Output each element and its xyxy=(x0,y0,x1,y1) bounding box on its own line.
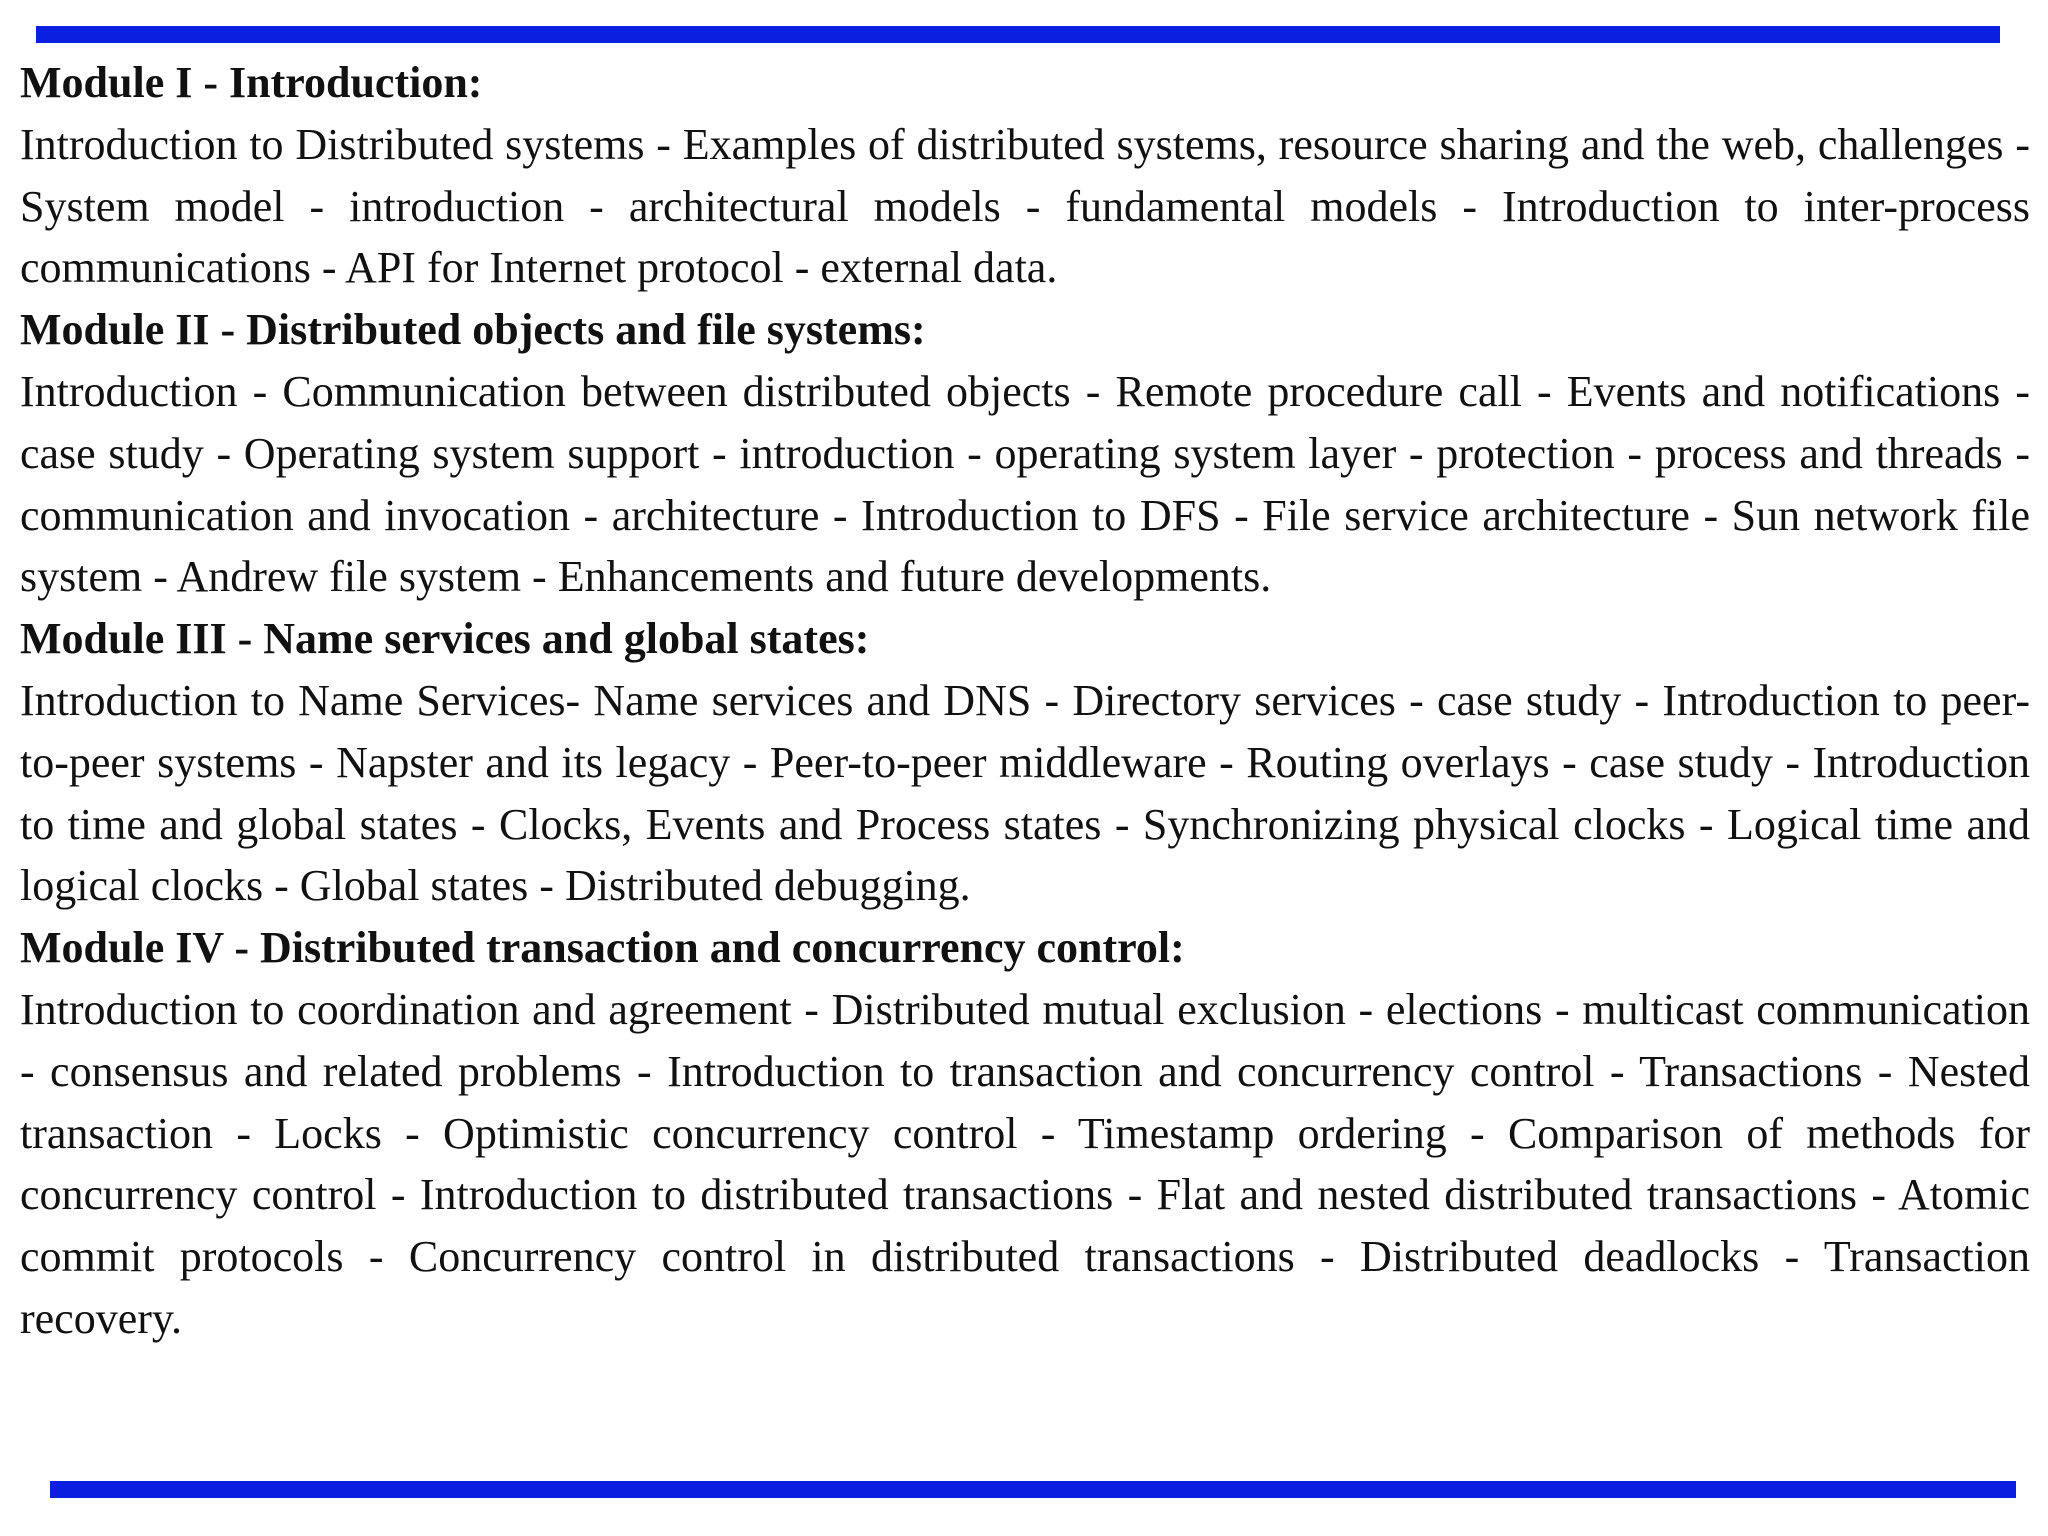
syllabus-content xyxy=(20,52,2030,1350)
module-4-body: Introduction to coordination and agreement - Distributed mutual exclusion - elections - multicast communication - consensus and related problems - Introduction to transaction and concurrency control - Transactions - Nested transaction - Locks - Optimistic concurrency control - Timestamp ordering - Comparison of methods for concurrency control - Introduction to distributed transactions - Flat and nested distributed transactions - Atomic commit protocols - Concurrency control in distributed transactions - Distributed deadlocks - Transaction recovery. xyxy=(20,984,2030,1343)
module-2-body: Introduction - Communication between distributed objects - Remote procedure call - Events and notifications - case study - Operating system support - introduction - operating system layer - protection - process and threads - communication and invocation - architecture - Introduction to DFS - File service architecture - Sun network file system - Andrew file system - Enhancements and future developments. xyxy=(20,366,2030,602)
module-3-body: Introduction to Name Services- Name services and DNS - Directory services - case study - Introduction to peer-to-peer systems - Napster and its legacy - Peer-to-peer middleware - Routing overlays - case study - Introduction to time and global states - Clocks, Events and Process states - Synchronizing physical clocks - Logical time and logical clocks - Global states - Distributed debugging. xyxy=(20,675,2030,911)
top-blue-rule xyxy=(36,26,2000,43)
module-2-title: Module II - Distributed objects and file systems: xyxy=(20,305,926,355)
module-4-title: Module IV - Distributed transaction and concurrency control: xyxy=(20,923,1185,973)
module-3 xyxy=(20,608,2030,917)
module-2 xyxy=(20,299,2030,608)
module-4 xyxy=(20,917,2030,1350)
module-1-title: Module I - Introduction: xyxy=(20,58,483,107)
module-1 xyxy=(20,52,2030,299)
module-1-body: Introduction to Distributed systems - Examples of distributed systems, resource sharing and the web, challenges - System model - introduction - architectural models - fundamental models - Introduction to inter-process communications - API for Internet protocol - external data. xyxy=(20,119,2030,293)
module-3-title: Module III - Name services and global states: xyxy=(20,614,870,664)
bottom-blue-rule xyxy=(50,1481,2016,1498)
